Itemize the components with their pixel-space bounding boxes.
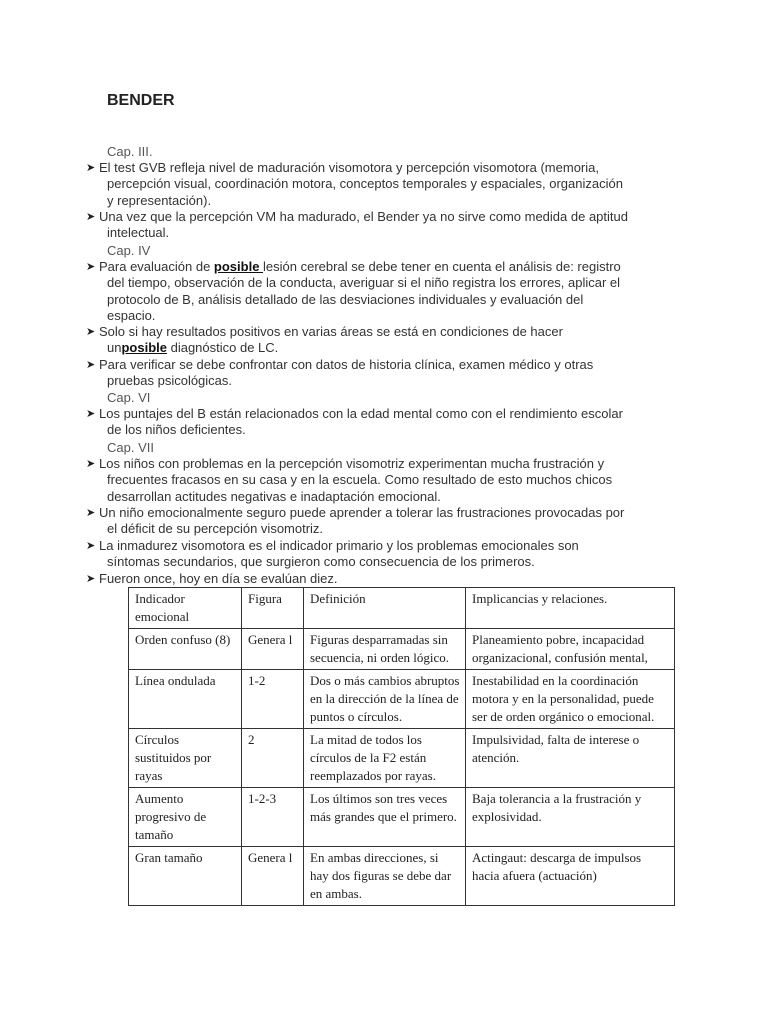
table-cell: Línea ondulada <box>129 670 242 729</box>
table-cell: 2 <box>242 729 304 788</box>
bullet-text: Un niño emocionalmente seguro puede aprender a tolerar las frustraciones provocadas por <box>99 505 625 520</box>
table-row <box>129 670 675 729</box>
table-cell: Planeamiento pobre, incapacidad organizacional, confusión mental, <box>466 629 675 670</box>
table-cell: La mitad de todos los círculos de la F2 están reemplazados por rayas. <box>304 729 466 788</box>
bullet-item <box>86 324 666 357</box>
bullet-item <box>86 571 666 587</box>
arrow-bullet-icon: ➤ <box>86 359 96 371</box>
bullet-text: espacio. <box>107 307 156 323</box>
bullet-text: frecuentes fracasos en su casa y en la escuela. Como resultado de esto muchos chicos <box>107 472 613 488</box>
bullet-text: unposible diagnóstico de LC. <box>107 340 279 356</box>
bullet-text: La inmadurez visomotora es el indicador primario y los problemas emocionales son <box>99 538 579 553</box>
table-cell: Baja tolerancia a la frustración y explosividad. <box>466 788 675 847</box>
table-cell: 1-2 <box>242 670 304 729</box>
table-cell: Figuras desparramadas sin secuencia, ni orden lógico. <box>304 629 466 670</box>
bullet-item <box>86 456 666 505</box>
arrow-bullet-icon: ➤ <box>86 573 96 585</box>
bullet-text: el déficit de su percepción visomotriz. <box>107 521 324 537</box>
arrow-bullet-icon: ➤ <box>86 408 96 420</box>
bullet-text: Fueron once, hoy en día se evalúan diez. <box>99 571 338 586</box>
bullet-text: protocolo de B, análisis detallado de las desviaciones individuales y evaluación del <box>107 291 584 307</box>
bullet-text: intelectual. <box>107 225 170 241</box>
bullet-text: Una vez que la percepción VM ha madurado, el Bender ya no sirve como medida de aptitud <box>99 209 628 224</box>
table-cell: Gran tamaño <box>129 847 242 906</box>
chapter-heading: Cap. VI <box>107 390 151 405</box>
bullet-item <box>86 160 666 209</box>
arrow-bullet-icon: ➤ <box>86 261 96 273</box>
table-cell: 1-2-3 <box>242 788 304 847</box>
bullet-text: de los niños deficientes. <box>107 422 246 438</box>
bullet-text: del tiempo, observación de la conducta, averiguar si el niño registra los errores, aplicar el <box>107 275 621 291</box>
table-row <box>129 629 675 670</box>
emphasis-word: posible <box>213 259 264 274</box>
bullet-item <box>86 406 666 439</box>
bullet-text: Solo si hay resultados positivos en varias áreas se está en condiciones de hacer <box>99 324 563 339</box>
table-cell: Impulsividad, falta de interese o atención. <box>466 729 675 788</box>
bullet-text: percepción visual, coordinación motora, conceptos temporales y espaciales, organización <box>107 176 623 192</box>
chapter-heading: Cap. III. <box>107 144 153 159</box>
table-cell: Los últimos son tres veces más grandes que el primero. <box>304 788 466 847</box>
table-row <box>129 847 675 906</box>
bullet-item <box>86 538 666 571</box>
table-cell: En ambas direcciones, si hay dos figuras se debe dar en ambas. <box>304 847 466 906</box>
arrow-bullet-icon: ➤ <box>86 507 96 519</box>
arrow-bullet-icon: ➤ <box>86 211 96 223</box>
emphasis-word: posible <box>121 340 167 356</box>
table-cell: Inestabilidad en la coordinación motora y en la personalidad, puede ser de orden orgánico o emocional. <box>466 670 675 729</box>
bullet-text: El test GVB refleja nivel de maduración visomotora y percepción visomotora (memoria, <box>99 160 599 175</box>
bullet-text: síntomas secundarios, que surgieron como consecuencia de los primeros. <box>107 554 535 570</box>
table-row <box>129 788 675 847</box>
arrow-bullet-icon: ➤ <box>86 458 96 470</box>
table-cell: Orden confuso (8) <box>129 629 242 670</box>
table-cell: Aumento progresivo de tamaño <box>129 788 242 847</box>
arrow-bullet-icon: ➤ <box>86 326 96 338</box>
table-header-row <box>129 588 675 629</box>
table-row <box>129 729 675 788</box>
bullet-item <box>86 259 666 324</box>
table-cell: Genera l <box>242 847 304 906</box>
document-title: BENDER <box>107 92 175 109</box>
bullet-text: y representación). <box>107 192 212 208</box>
table-cell: Dos o más cambios abruptos en la dirección de la línea de puntos o círculos. <box>304 670 466 729</box>
column-header: Implicancias y relaciones. <box>466 588 675 629</box>
arrow-bullet-icon: ➤ <box>86 540 96 552</box>
column-header: Definición <box>304 588 466 629</box>
column-header: Figura <box>242 588 304 629</box>
bullet-text: Para verificar se debe confrontar con datos de historia clínica, examen médico y otras <box>99 357 594 372</box>
bullet-item <box>86 209 666 242</box>
table-cell: Genera l <box>242 629 304 670</box>
chapter-heading: Cap. VII <box>107 440 154 455</box>
bullet-text: Los puntajes del B están relacionados con la edad mental como con el rendimiento escolar <box>99 406 623 421</box>
bullet-text: Para evaluación de posible lesión cerebral se debe tener en cuenta el análisis de: registro <box>99 259 621 274</box>
chapter-heading: Cap. IV <box>107 243 151 258</box>
bullet-text: pruebas psicológicas. <box>107 373 233 389</box>
emotional-indicators-table <box>128 587 675 906</box>
bullet-text: Los niños con problemas en la percepción visomotriz experimentan mucha frustración y <box>99 456 605 471</box>
table-cell: Círculos sustituidos por rayas <box>129 729 242 788</box>
bullet-item <box>86 505 666 538</box>
bullet-text: desarrollan actitudes negativas e inadaptación emocional. <box>107 488 441 504</box>
bullet-item <box>86 357 666 390</box>
column-header: Indicador emocional <box>129 588 242 629</box>
arrow-bullet-icon: ➤ <box>86 162 96 174</box>
table-cell: Actingaut: descarga de impulsos hacia afuera (actuación) <box>466 847 675 906</box>
